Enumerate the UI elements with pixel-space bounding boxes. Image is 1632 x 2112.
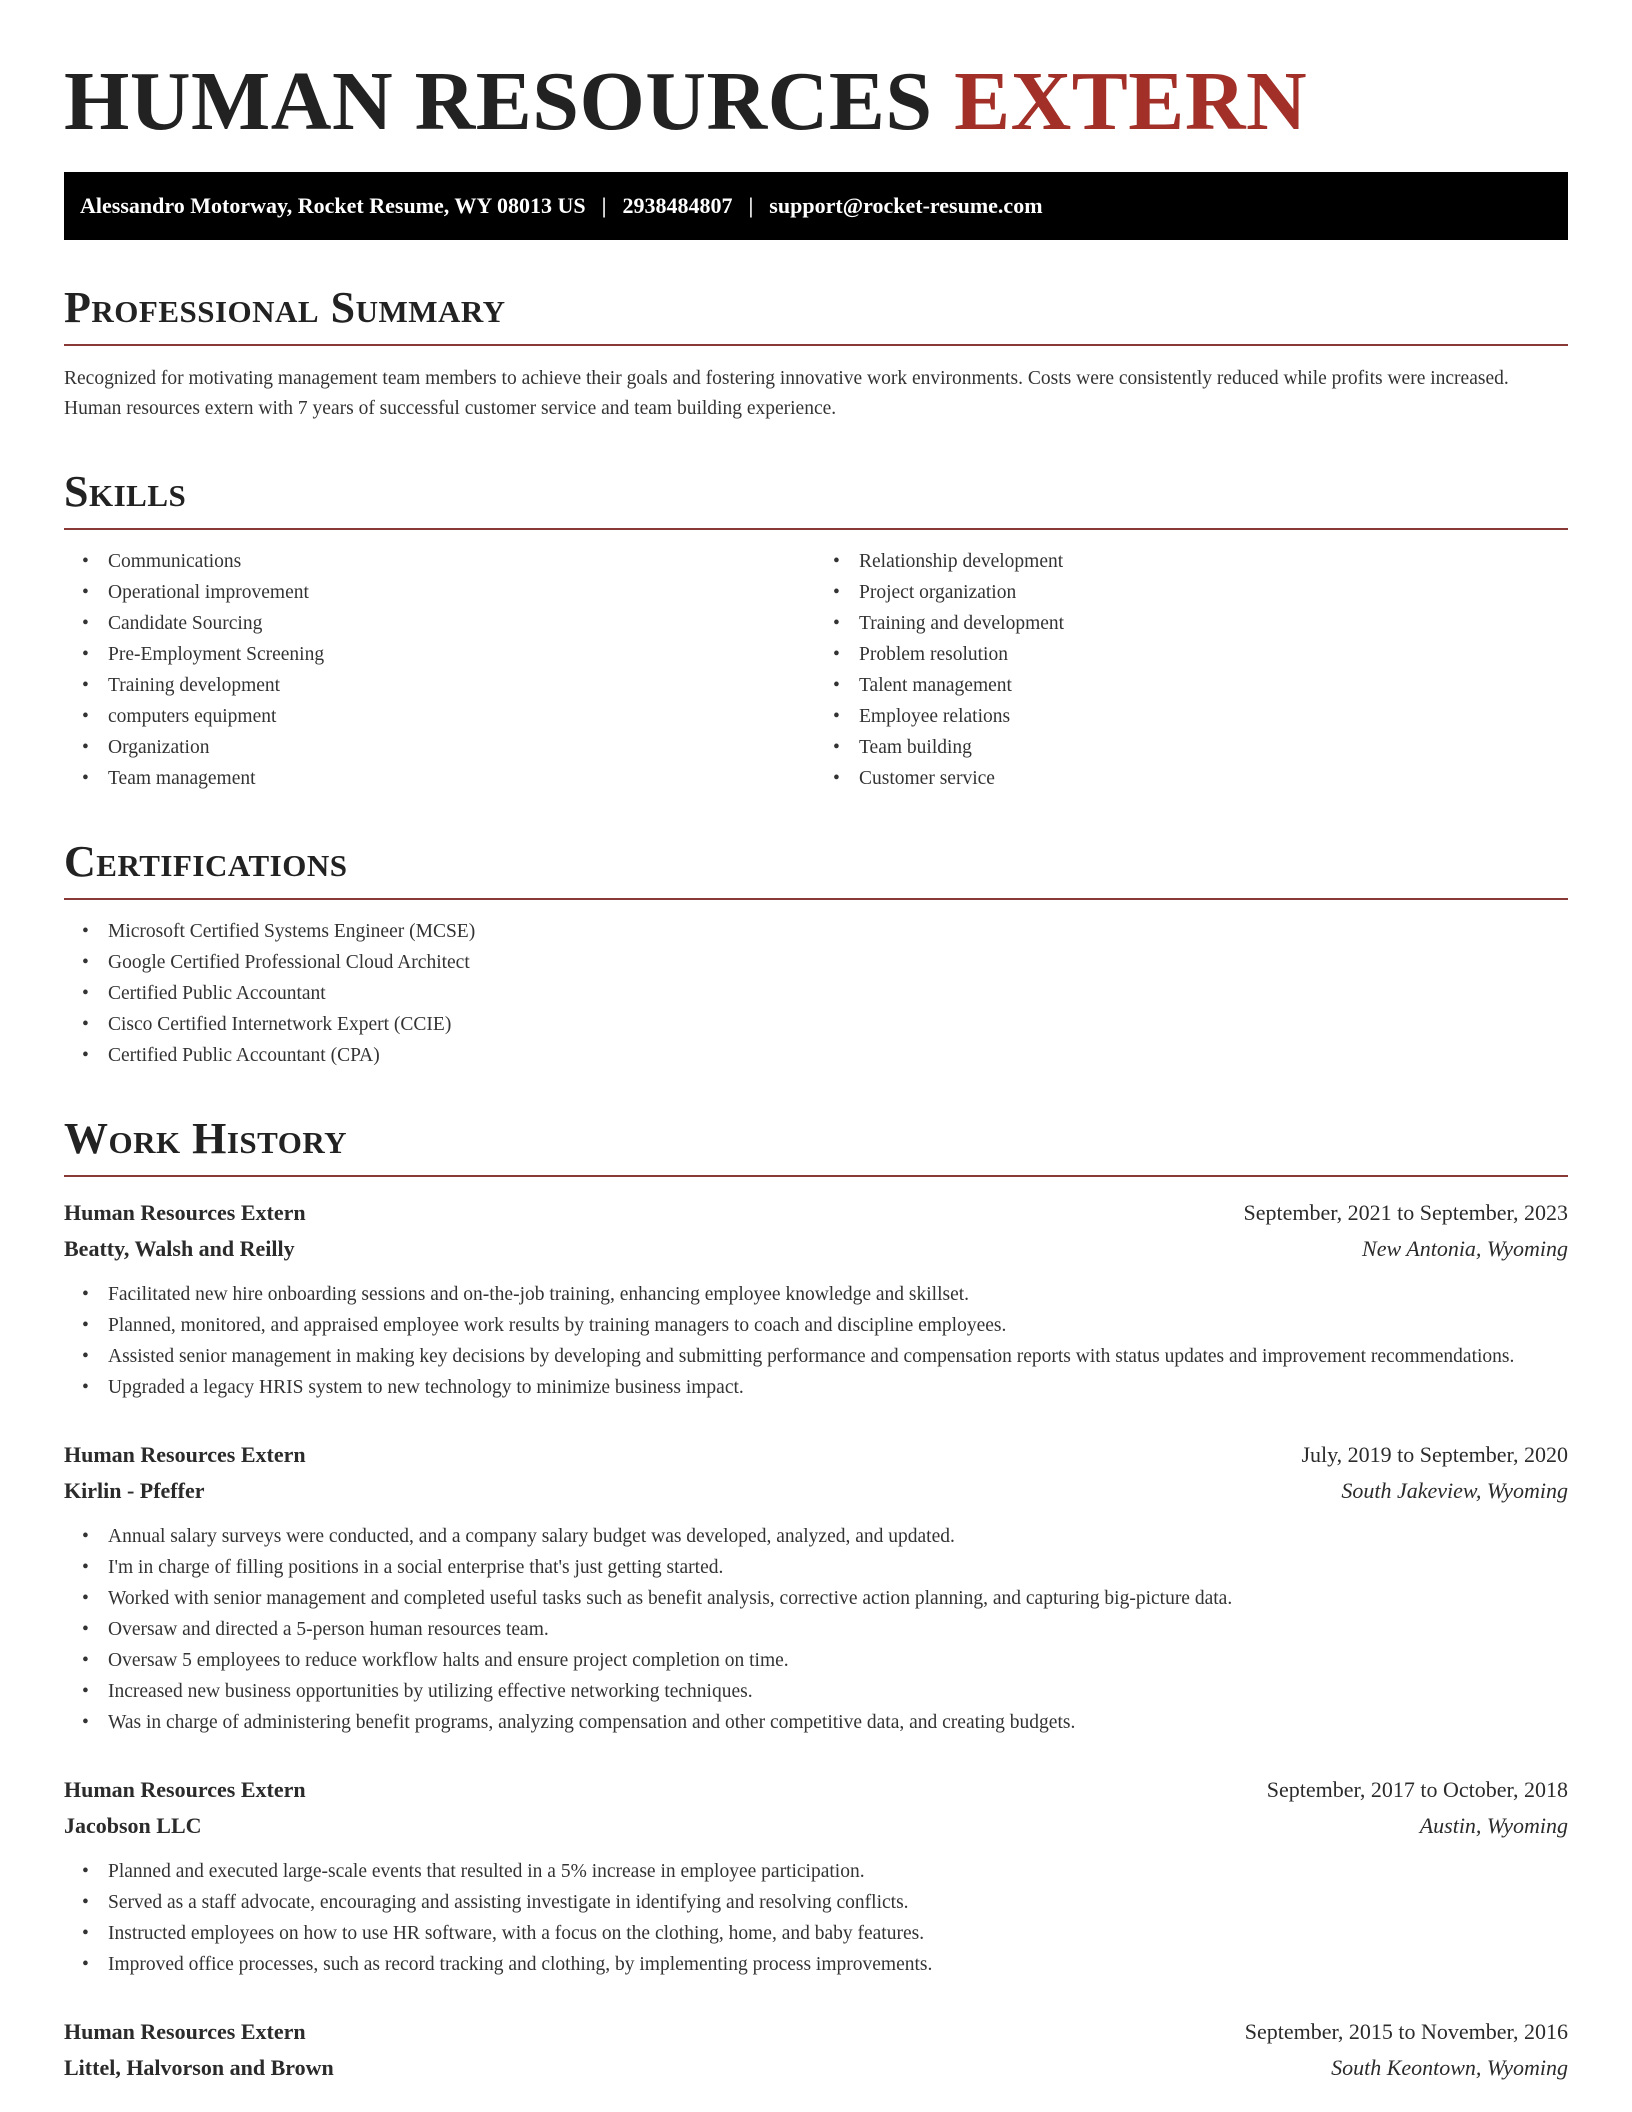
job-header-row [64,2014,1568,2050]
job-bullet: • Planned, monitored, and appraised employee work results by training managers to coach and discipline employees. [108,1310,1568,1341]
contact-bar [64,172,1568,240]
certifications-list [64,916,1568,1071]
job-title: Human Resources Extern [64,1777,306,1802]
skills-list-left [64,546,817,794]
job-location: Austin, Wyoming [1419,1813,1568,1838]
job-dates: July, 2019 to September, 2020 [1301,1442,1568,1467]
job-bullet: • Served as a staff advocate, encouraging and assisting investigate in identifying and resolving conflicts. [108,1887,1568,1918]
skill-item: • Communications [108,546,817,577]
job-location: South Keontown, Wyoming [1331,2055,1568,2080]
certification-item: • Microsoft Certified Systems Engineer (MCSE) [108,916,1568,947]
job-bullets [64,1279,1568,1403]
summary-heading: Professional Summary [64,284,1568,346]
job-bullet: • Instructed employees on how to use HR software, with a focus on the clothing, home, and baby features. [108,1918,1568,1949]
skill-item: • computers equipment [108,701,817,732]
job-bullet: • Facilitated new hire onboarding sessions and on-the-job training, enhancing employee knowledge and skillset. [108,1279,1568,1310]
job-header-row [64,1195,1568,1231]
job-bullet: • I'm in charge of filling positions in a social enterprise that's just getting started. [108,1552,1568,1583]
job-bullet: • Improved office processes, such as record tracking and clothing, by implementing process improvements. [108,1949,1568,1980]
skill-item: • Customer service [859,763,1568,794]
certification-item: • Google Certified Professional Cloud Architect [108,947,1568,978]
job-bullet: • Was in charge of administering benefit programs, analyzing compensation and other competitive data, and creating budgets. [108,1707,1568,1738]
certification-item: • Certified Public Accountant (CPA) [108,1040,1568,1071]
title-accent: EXTERN [954,55,1308,148]
skill-item: • Pre-Employment Screening [108,639,817,670]
job-company: Jacobson LLC [64,1813,202,1838]
job-location: South Jakeview, Wyoming [1341,1478,1568,1503]
skill-item: • Training development [108,670,817,701]
contact-address: Alessandro Motorway, Rocket Resume, WY 08013 US [80,193,586,218]
work-history-section [64,1115,1568,2086]
job-title: Human Resources Extern [64,1200,306,1225]
contact-separator: | [601,193,607,218]
job-bullet: • Upgraded a legacy HRIS system to new technology to minimize business impact. [108,1372,1568,1403]
job-header-row [64,1772,1568,1808]
resume-title [64,50,1568,154]
contact-separator: | [748,193,754,218]
contact-email: support@rocket-resume.com [769,193,1043,218]
skills-grid [64,546,1568,794]
certification-item: • Cisco Certified Internetwork Expert (CCIE) [108,1009,1568,1040]
job-company: Littel, Halvorson and Brown [64,2055,334,2080]
skill-item: • Operational improvement [108,577,817,608]
job-bullet: • Increased new business opportunities by utilizing effective networking techniques. [108,1676,1568,1707]
skill-item: • Problem resolution [859,639,1568,670]
skill-item: • Team management [108,763,817,794]
work-history-heading: Work History [64,1115,1568,1177]
skill-item: • Training and development [859,608,1568,639]
skills-heading: Skills [64,468,1568,530]
job-bullet: • Annual salary surveys were conducted, and a company salary budget was developed, analyzed, and updated. [108,1521,1568,1552]
certification-item: • Certified Public Accountant [108,978,1568,1009]
job-company: Kirlin - Pfeffer [64,1478,205,1503]
job-entry [64,2014,1568,2086]
skills-section [64,468,1568,794]
title-main: HUMAN RESOURCES [64,55,933,148]
job-bullet: • Worked with senior management and completed useful tasks such as benefit analysis, corrective action planning, and capturing big-picture data. [108,1583,1568,1614]
summary-section [64,284,1568,424]
job-company-row [64,2050,1568,2086]
skill-item: • Relationship development [859,546,1568,577]
job-entry [64,1437,1568,1738]
skills-list-right [817,546,1568,794]
job-bullet: • Planned and executed large-scale events that resulted in a 5% increase in employee participation. [108,1856,1568,1887]
contact-phone: 2938484807 [622,193,733,218]
job-dates: September, 2017 to October, 2018 [1266,1777,1568,1802]
job-header-row [64,1437,1568,1473]
job-bullet: • Assisted senior management in making key decisions by developing and submitting performance and compensation reports with status updates and improvement recommendations. [108,1341,1568,1372]
job-bullet: • Oversaw and directed a 5-person human resources team. [108,1614,1568,1645]
job-company-row [64,1808,1568,1844]
job-dates: September, 2021 to September, 2023 [1243,1200,1568,1225]
job-bullets [64,1856,1568,1980]
job-bullets [64,1521,1568,1738]
skill-item: • Employee relations [859,701,1568,732]
skill-item: • Candidate Sourcing [108,608,817,639]
job-company-row [64,1231,1568,1267]
job-company-row [64,1473,1568,1509]
job-entry [64,1195,1568,1403]
job-entry [64,1772,1568,1980]
skill-item: • Organization [108,732,817,763]
job-dates: September, 2015 to November, 2016 [1244,2019,1568,2044]
skill-item: • Talent management [859,670,1568,701]
skill-item: • Team building [859,732,1568,763]
job-title: Human Resources Extern [64,1442,306,1467]
skill-item: • Project organization [859,577,1568,608]
summary-text: Recognized for motivating management team members to achieve their goals and fostering innovative work environments. Costs were consistently reduced while profits were increased. Human resources extern with 7 years of successful customer service and team building experience. [64,368,1509,419]
job-bullet: • Oversaw 5 employees to reduce workflow halts and ensure project completion on time. [108,1645,1568,1676]
job-location: New Antonia, Wyoming [1362,1236,1568,1261]
certifications-section [64,838,1568,1071]
certifications-heading: Certifications [64,838,1568,900]
job-company: Beatty, Walsh and Reilly [64,1236,295,1261]
job-title: Human Resources Extern [64,2019,306,2044]
